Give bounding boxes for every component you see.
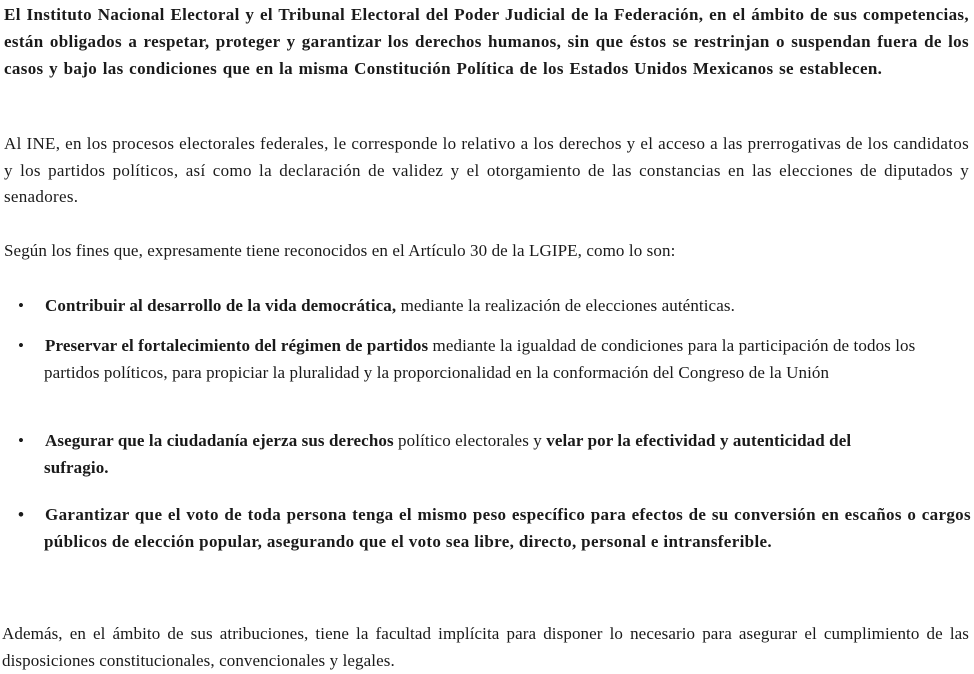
list-item-bold: Preservar el fortalecimiento del régimen de partidos [45, 336, 429, 355]
list-item-text [18, 292, 969, 319]
bullet-icon: • [18, 505, 25, 524]
paragraph-ine-competence: Al INE, en los procesos electorales federales, le corresponde lo relativo a los derechos y el acceso a las prerrogativas de los candidatos y los partidos políticos, así como la declaración de validez y el otorgamiento de las constancias en las elecciones de diputados y senadores. [4, 134, 969, 206]
list-item-bold: Contribuir al desarrollo de la vida democrática, [45, 296, 397, 315]
paragraph-lgipe-intro: Según los fines que, expresamente tiene reconocidos en el Artículo 30 de la LGIPE, como lo son: [4, 241, 676, 260]
list-item-rest: mediante la realización de elecciones auténticas. [396, 296, 735, 315]
paragraph-implicit-faculty: Además, en el ámbito de sus atribuciones, tiene la facultad implícita para disponer lo necesario para asegurar el cumplimiento de las disposiciones constitucionales, convencionales y legales. [2, 624, 969, 670]
list-item-text [18, 427, 911, 481]
list-item-text [18, 332, 921, 386]
list-item-bold: Asegurar que la ciudadanía ejerza sus derechos [45, 431, 394, 450]
list-item-text [18, 501, 971, 555]
bullet-icon: • [18, 336, 25, 355]
list-item-garantizar [18, 501, 971, 555]
bullet-icon: • [18, 296, 25, 315]
list-item-rest: mediante la igualdad de condiciones para la participación de todos los partidos políticos, para propiciar la pluralidad y la proporcionalidad en la conformación del Congreso de la Unión [44, 336, 916, 382]
bullet-icon: • [18, 431, 25, 450]
paragraph-electoral-obligations: El Instituto Nacional Electoral y el Tribunal Electoral del Poder Judicial de la Federación, en el ámbito de sus competencias, están obligados a respetar, proteger y garantizar los derechos humanos, sin que éstos se restrinjan o suspendan fuera de los casos y bajo las condiciones que en la misma Constitución Política de los Estados Unidos Mexicanos se establecen. [4, 5, 969, 78]
list-item-bold: Garantizar que el voto de toda persona tenga el mismo peso específico para efectos de su conversión en escaños o cargos públicos de elección popular, asegurando que el voto sea libre, directo, personal e intransferible. [44, 505, 971, 551]
list-item-bold-2: velar por la efectividad y autenticidad del sufragio. [44, 431, 852, 477]
list-item-contribuir [18, 292, 969, 319]
list-item-asegurar [18, 427, 911, 481]
list-item-preservar [18, 332, 921, 386]
list-item-rest: político electorales y [393, 431, 547, 450]
